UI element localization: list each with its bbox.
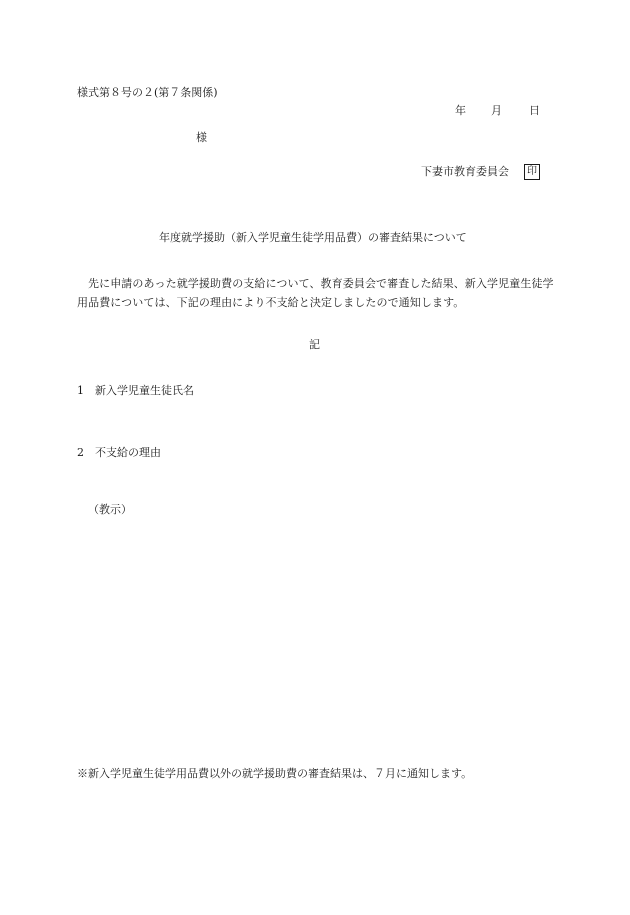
- document-title: 年度就学援助（新入学児童生徒学用品費）の審査結果について: [159, 231, 467, 244]
- ki-heading: 記: [309, 338, 320, 351]
- date-day-label: 日: [529, 104, 540, 117]
- footnote: ※新入学児童生徒学用品費以外の就学援助費の審査結果は、７月に通知します。: [77, 767, 473, 780]
- seal-stamp: 印: [524, 164, 540, 180]
- item-student-name: [77, 384, 194, 398]
- item-denial-reason: [77, 446, 161, 460]
- issuer-name: 下妻市教育委員会: [421, 165, 509, 178]
- date-year-label: 年: [455, 104, 466, 117]
- item-number: 1: [77, 384, 84, 397]
- item-label: 新入学児童生徒氏名: [95, 384, 194, 397]
- form-number: 様式第８号の２(第７条関係): [77, 86, 218, 99]
- body-paragraph: 先に申請のあった就学援助費の支給について、教育委員会で審査した結果、新入学児童生徒学用品費については、下記の理由により不支給と決定しましたので通知します。: [77, 277, 554, 309]
- item-label: 不支給の理由: [95, 446, 161, 459]
- date-line: [455, 104, 540, 118]
- instruction-heading: （教示）: [88, 503, 132, 516]
- addressee-suffix: 様: [196, 131, 207, 144]
- date-month-label: 月: [491, 104, 502, 117]
- item-number: 2: [77, 446, 84, 459]
